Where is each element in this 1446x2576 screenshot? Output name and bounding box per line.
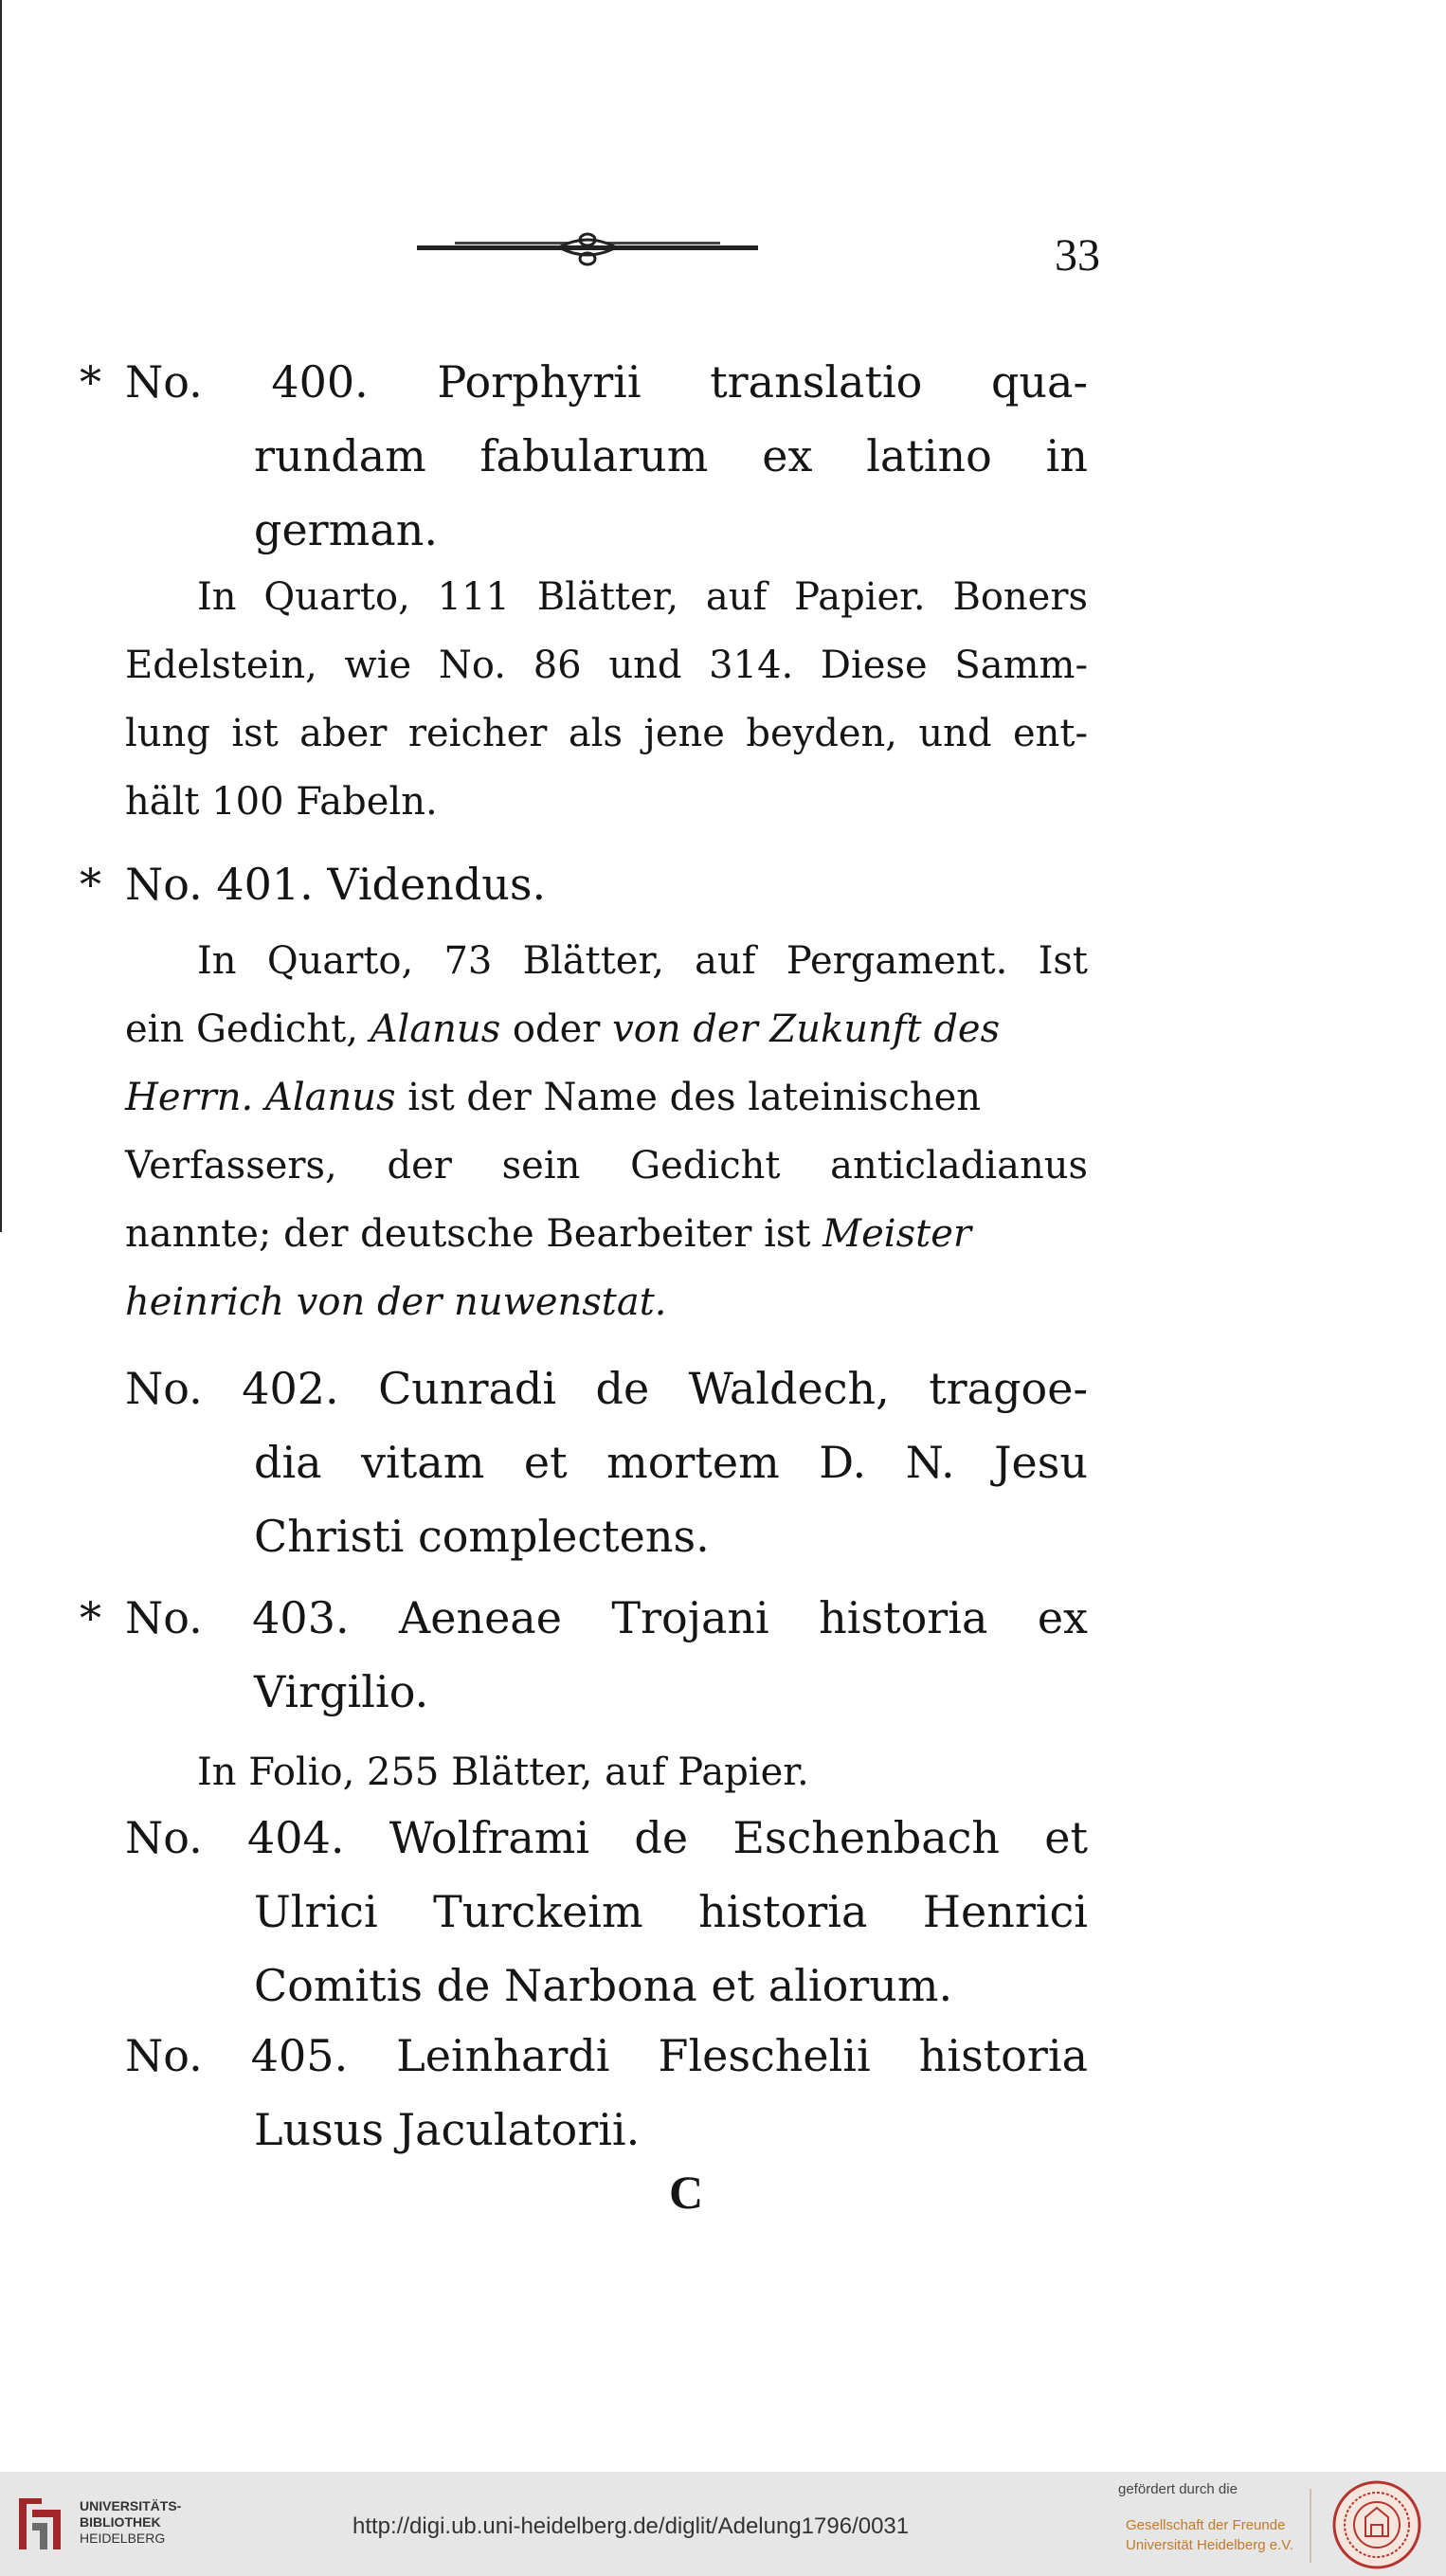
library-name: UNIVERSITÄTS- BIBLIOTHEK HEIDELBERG — [80, 2498, 182, 2546]
desc-line: lung ist aber reicher als jene beyden, und ent- — [125, 712, 1088, 755]
entry-line: Christi complectens. — [254, 1511, 710, 1562]
scan-edge — [0, 0, 2, 1232]
page-number: 33 — [1055, 230, 1100, 281]
asterisk-marker: * — [80, 1592, 101, 1643]
footer-bar — [0, 2472, 1446, 2576]
desc-line: heinrich von der nuwenstat. — [125, 1280, 667, 1324]
entry-line: rundam fabularum ex latino in — [254, 430, 1088, 481]
entry-line: No. 401. Videndus. — [125, 859, 547, 910]
university-seal-icon — [1331, 2479, 1422, 2570]
entry-line: Comitis de Narbona et aliorum. — [254, 1960, 953, 2011]
desc-line: Edelstein, wie No. 86 und 314. Diese Samm- — [125, 644, 1088, 687]
desc-line: In Quarto, 111 Blätter, auf Papier. Boners — [197, 575, 1088, 619]
entry-line: No. 400. Porphyrii translatio qua- — [125, 356, 1088, 408]
desc-line: Verfassers, der sein Gedicht anticladianus — [125, 1144, 1088, 1188]
description-400 — [125, 563, 1088, 836]
entry-line: No. 403. Aeneae Trojani historia ex — [125, 1592, 1088, 1643]
ornament-divider-icon — [417, 230, 758, 268]
signature-mark: C — [669, 2166, 704, 2219]
desc-line: In Quarto, 73 Blätter, auf Pergament. Ist — [197, 939, 1088, 983]
entry-line: Virgilio. — [254, 1666, 429, 1717]
desc-line: nannte; der deutsche Bearbeiter ist Meister — [125, 1212, 971, 1256]
asterisk-marker: * — [80, 356, 101, 408]
sponsor-name: Gesellschaft der Freunde Universität Heidelberg e.V. — [1126, 2517, 1294, 2553]
catalog-entry-402 — [125, 1351, 1088, 1573]
desc-line: Herrn. Alanus ist der Name des lateinischen — [125, 1076, 982, 1119]
desc-line: ein Gedicht, Alanus oder von der Zukunft des — [125, 1007, 1001, 1051]
ub-heidelberg-logo-icon — [13, 2491, 66, 2557]
entry-line: dia vitam et mortem D. N. Jesu — [254, 1437, 1088, 1488]
description-403 — [125, 1738, 1088, 1806]
entry-line: Ulrici Turckeim historia Henrici — [254, 1886, 1088, 1937]
entry-line: No. 402. Cunradi de Waldech, tragoe- — [125, 1363, 1088, 1414]
entry-line: No. 404. Wolframi de Eschenbach et — [125, 1812, 1088, 1863]
catalog-entry-405 — [125, 2019, 1088, 2167]
source-url-link[interactable]: http://digi.ub.uni-heidelberg.de/diglit/Adelung1796/0031 — [352, 2513, 910, 2539]
entry-line: german. — [254, 504, 438, 555]
sponsor-label: gefördert durch die — [1118, 2481, 1238, 2497]
description-401 — [125, 927, 1088, 1336]
catalog-entry-403 — [80, 1581, 1088, 1729]
catalog-entry-401 — [80, 847, 1088, 921]
catalog-entry-400 — [80, 345, 1088, 567]
asterisk-marker: * — [80, 859, 101, 910]
desc-line: In Folio, 255 Blätter, auf Papier. — [197, 1751, 809, 1794]
catalog-entry-404 — [125, 1801, 1088, 2023]
entry-line: No. 405. Leinhardi Fleschelii historia — [125, 2030, 1088, 2081]
desc-line: hält 100 Fabeln. — [125, 780, 438, 824]
entry-line: Lusus Jaculatorii. — [254, 2104, 641, 2155]
footer-divider — [1310, 2489, 1311, 2563]
